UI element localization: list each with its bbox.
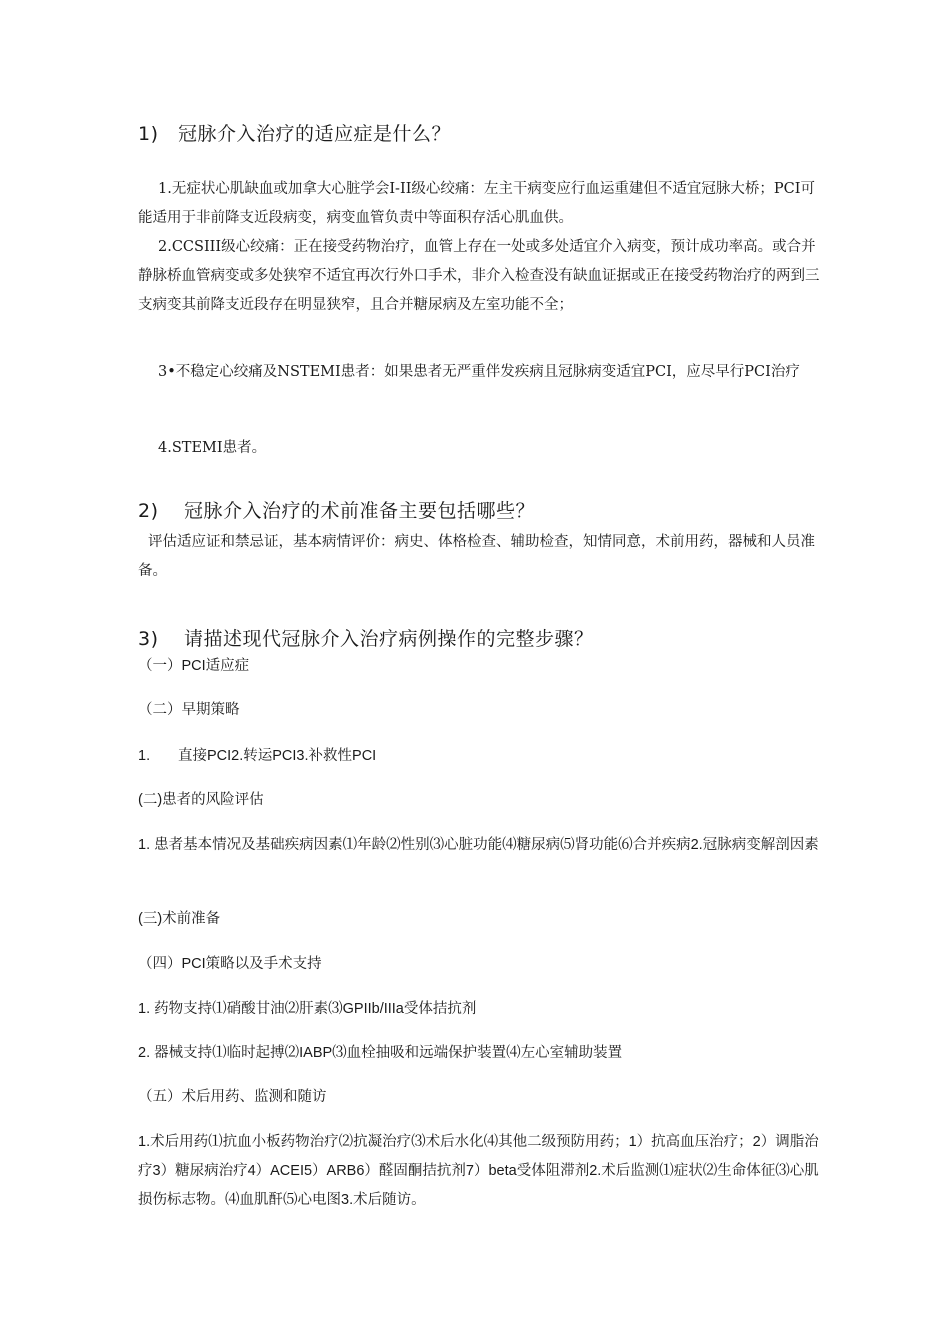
question-3-heading — [138, 626, 828, 652]
question-2-title: 冠脉介入治疗的术前准备主要包括哪些？ — [184, 500, 536, 522]
question-1-number: 1) — [138, 123, 159, 145]
question-2-heading — [138, 498, 828, 524]
q3-section-4: (三)术前准备 — [138, 911, 221, 927]
q1-paragraph-1: 1.无症状心肌缺血或加拿大心脏学会I-II级心绞痛：左主干病变应行血运重建但不适宜冠脉大桥；PCI可能适用于非前降支近段病变，病变血管负责中等面积存活心肌血供。 — [138, 181, 815, 226]
q3-section-6-item: 1.术后用药⑴抗血小板药物治疗⑵抗凝治疗⑶术后水化⑷其他二级预防用药；1）抗高血压治疗；2）调脂治疗3）糖尿病治疗4）ACEI5）ARB6）醛固酮拮抗剂7）beta受体阻滞剂2.术后监测⑴症状⑵生命体征⑶心肌损伤标志物。⑷血肌酐⑸心电图3.术后随访。 — [138, 1134, 819, 1208]
question-1-heading — [138, 121, 828, 147]
q2-paragraph-1: 评估适应证和禁忌证，基本病情评价：病史、体格检查、辅助检查，知情同意，术前用药，器械和人员准备。 — [138, 534, 815, 579]
question-3-title: 请描述现代冠脉介入治疗病例操作的完整步骤？ — [184, 628, 594, 650]
q1-paragraph-3: 3•不稳定心绞痛及NSTEMI患者：如果患者无严重伴发疾病且冠脉病变适宜PCI，应尽早行PCI治疗 — [158, 364, 800, 380]
question-1-title: 冠脉介入治疗的适应症是什么？ — [178, 123, 452, 145]
question-3-number: 3) — [138, 628, 159, 650]
q3-section-3: (二)患者的风险评估 — [138, 792, 264, 808]
q1-paragraph-2: 2.CCSIII级心绞痛：正在接受药物治疗，血管上存在一处或多处适宜介入病变，预计成功率高。或合并静脉桥血管病变或多处狭窄不适宜再次行外口手术，非介入检查没有缺血证据或正在接受药物治疗的两到三支病变其前降支近段存在明显狭窄，且合并糖尿病及左室功能不全； — [138, 239, 820, 313]
q3-section-1: （一）PCI适应症 — [138, 658, 250, 674]
q3-section-5: （四）PCI策略以及手术支持 — [138, 956, 322, 972]
q3-section-6: （五）术后用药、监测和随访 — [138, 1089, 327, 1105]
q3-section-2-item — [138, 742, 828, 771]
q3-section-5-item-2: 2. 器械支持⑴临时起搏⑵IABP⑶血栓抽吸和远端保护装置⑷左心室辅助装置 — [138, 1045, 623, 1061]
q1-paragraph-4: 4.STEMI患者。 — [158, 440, 267, 456]
q3-section-5-item-1: 1. 药物支持⑴硝酸甘油⑵肝素⑶GPIIb/IIIa受体拮抗剂 — [138, 1001, 477, 1017]
q3-section-2-item-number: 1. — [138, 748, 151, 764]
q3-section-2: （二）早期策略 — [138, 702, 240, 718]
q3-section-3-item: 1. 患者基本情况及基础疾病因素⑴年龄⑵性别⑶心脏功能⑷糖尿病⑸肾功能⑹合并疾病2.冠脉病变解剖因素 — [138, 837, 819, 853]
q3-section-2-item-text: 直接PCI2.转运PCI3.补救性PCI — [178, 748, 377, 764]
question-2-number: 2) — [138, 500, 159, 522]
